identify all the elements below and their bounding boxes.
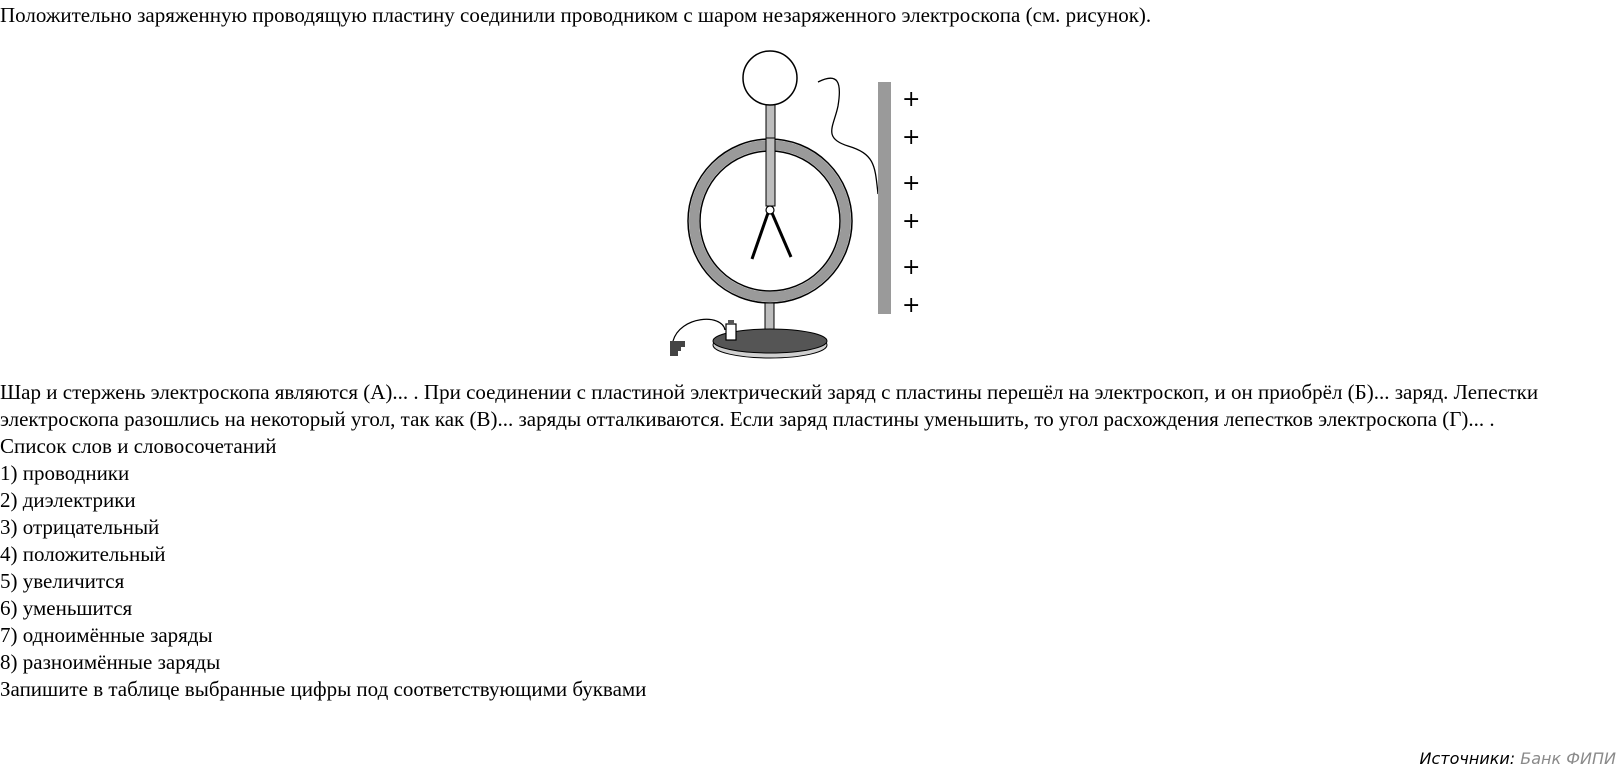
word-option: 4) положительный (0, 542, 166, 566)
electroscope-ball (743, 51, 797, 105)
word-list (0, 460, 1600, 676)
word-option: 2) диэлектрики (0, 488, 136, 512)
charged-plate (878, 82, 891, 314)
plate-plus-signs (902, 87, 920, 318)
ground-terminal (726, 324, 736, 340)
electroscope-rod-top (766, 104, 775, 138)
word-option: 1) проводники (0, 461, 130, 485)
word-list-title: Список слов и словосочетаний (0, 434, 277, 458)
electroscope-figure (670, 48, 970, 373)
plus-sign: + (902, 125, 921, 150)
source-line (1420, 748, 1616, 770)
word-option: 3) отрицательный (0, 515, 160, 539)
task-passage: Шар и стержень электроскопа являются (А)... . При соединении с пластиной электрический заряд с пластины перешёл на электроскоп, и он приобрёл (Б)... заряд. Лепестки электроскопа разошлись на некоторый угол, так как (В)... заряды отталкиваются. Если заряд пластины уменьшить, то угол расхождения лепестков электроскопа (Г)... . (0, 380, 1539, 431)
task-intro: Положительно заряженную проводящую пластину соединили проводником с шаром незаряженного электроскопа (см. рисунок). (0, 3, 1152, 27)
source-label: Источники: (1419, 749, 1516, 768)
electroscope-rod-inner (766, 138, 775, 206)
word-option: 7) одноимённые заряды (0, 623, 213, 647)
source-link[interactable]: Банк ФИПИ (1520, 749, 1616, 768)
word-option: 6) уменьшится (0, 596, 133, 620)
word-option: 8) разноимённые заряды (0, 650, 221, 674)
word-option: 5) увеличится (0, 569, 125, 593)
ground-clamp (670, 341, 685, 347)
task-instruction: Запишите в таблице выбранные цифры под соответствующими буквами (0, 677, 647, 701)
plus-sign: + (902, 171, 921, 196)
task-body (0, 379, 1600, 703)
plus-sign: + (902, 293, 921, 318)
plus-sign: + (902, 255, 921, 280)
plus-sign: + (902, 209, 921, 234)
electroscope-drawing (670, 48, 970, 373)
plus-sign: + (902, 87, 921, 112)
